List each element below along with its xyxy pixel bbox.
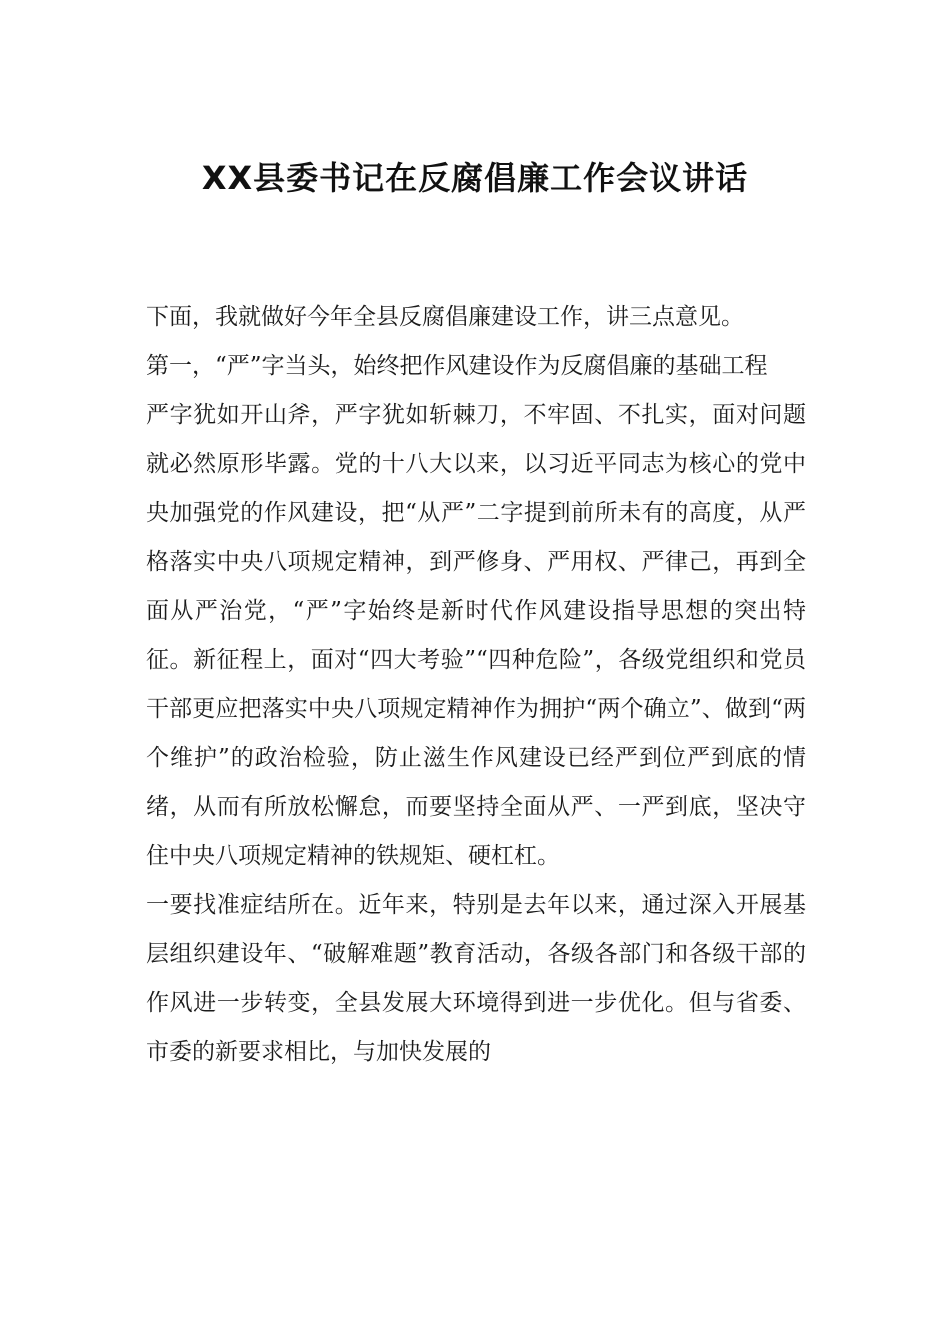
section-heading-first: 第一，“严”字当头，始终把作风建设作为反腐倡廉的基础工程 bbox=[146, 353, 768, 379]
paragraph-intro: 下面，我就做好今年全县反腐倡廉建设工作，讲三点意见。 bbox=[146, 304, 744, 330]
document-title: XX县委书记在反腐倡廉工作会议讲话 bbox=[201, 159, 749, 197]
paragraph-strictness: 严字犹如开山斧，严字犹如斩棘刀，不牢固、不扎实，面对问题就必然原形毕露。党的十八大以来，以习近平同志为核心的党中央加强党的作风建设，把“从严”二字提到前所未有的高度，从严格落实中央八项规定精神，到严修身、严用权、严律己，再到全面从严治党，“严”字始终是新时代作风建设指导思想的突出特征。新征程上，面对“四大考验”“四种危险”，各级党组织和党员干部更应把落实中央八项规定精神作为拥护“两个确立”、做到“两个维护”的政治检验，防止滋生作风建设已经严到位严到底的情绪，从而有所放松懈怠，而要坚持全面从严、一严到底，坚决守住中央八项规定精神的铁规矩、硬杠杠。 bbox=[146, 402, 806, 869]
paragraph-find-root-cause: 一要找准症结所在。近年来，特别是去年以来，通过深入开展基层组织建设年、“破解难题”教育活动，各级各部门和各级干部的作风进一步转变，全县发展大环境得到进一步优化。但与省委、市委的新要求相比，与加快发展的 bbox=[146, 892, 806, 1065]
document-body bbox=[146, 293, 806, 1077]
